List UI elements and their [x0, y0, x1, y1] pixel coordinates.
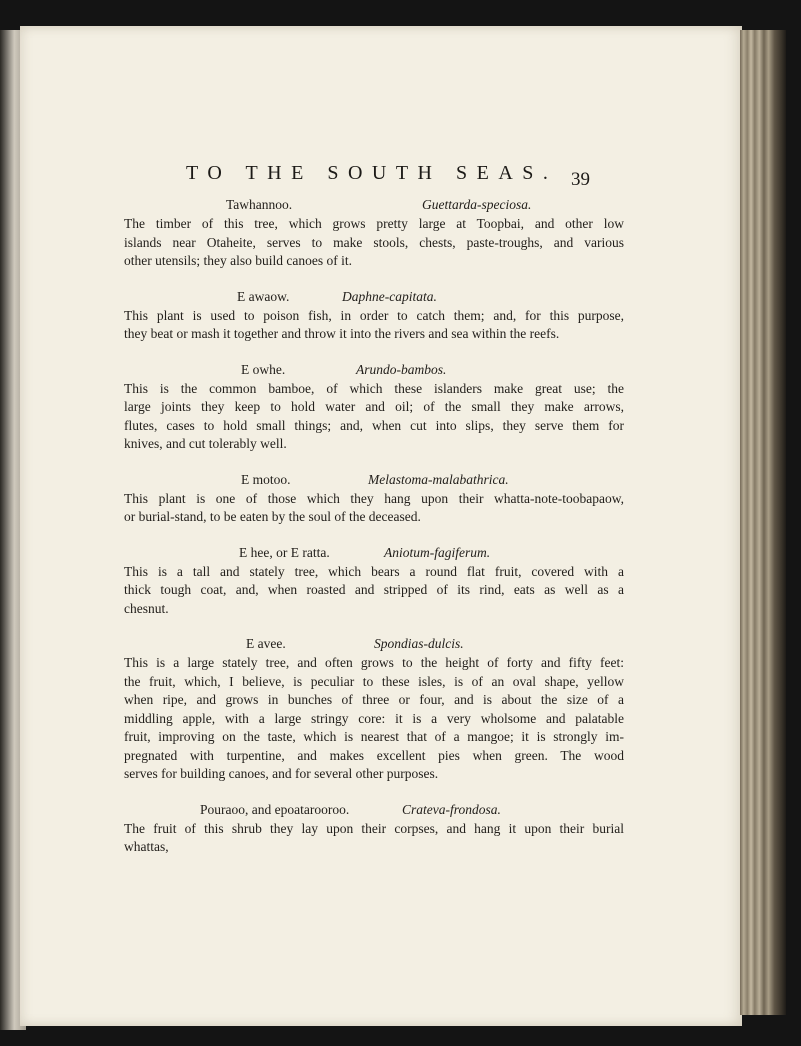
text-line: when ripe, and grows in bunches of three or four, and is about the size of a [124, 692, 624, 707]
entry-e-awaow [124, 288, 624, 344]
latin-name: Guettarda-speciosa. [422, 197, 532, 212]
page-body [124, 196, 624, 874]
text-line: flutes, cases to hold small things; and, when cut into slips, they serve them for [124, 417, 624, 433]
text-line: other utensils; they also build canoes of it. [124, 253, 352, 268]
text-line: serves for building canoes, and for several other purposes. [124, 766, 439, 781]
text-line: This is a tall and stately tree, which bears a round flat fruit, covered with a [124, 563, 624, 579]
text-line: or burial-stand, to be eaten by the soul of the deceased. [124, 509, 421, 524]
page-stack-edge [740, 30, 786, 1015]
entry-tawhannoo [124, 196, 624, 271]
entry-heading [124, 361, 624, 380]
latin-name: Spondias-dulcis. [374, 636, 464, 651]
entry-description [124, 380, 624, 454]
entry-e-owhe [124, 361, 624, 454]
latin-name: Crateva-frondosa. [402, 801, 501, 817]
entry-heading [124, 635, 624, 654]
native-name: E motoo. [241, 471, 291, 487]
entry-e-motoo [124, 471, 624, 527]
entry-e-avee [124, 635, 624, 784]
latin-name: Melastoma-malabathrica. [368, 471, 509, 487]
entry-e-hee [124, 544, 624, 619]
native-name: E hee, or E ratta. [239, 544, 330, 560]
page-number: 39 [571, 169, 590, 190]
entry-description [124, 215, 624, 271]
entry-description [124, 820, 624, 857]
text-line: thick tough coat, and, when roasted and stripped of its rind, eats as well as a [124, 582, 624, 597]
latin-name: Daphne-capitata. [342, 288, 437, 304]
entry-heading [124, 544, 624, 563]
entry-description [124, 654, 624, 784]
text-line: middling apple, with a large stringy core: it is a very wholsome and palatable [124, 710, 624, 726]
latin-name: Aniotum-fagiferum. [384, 544, 491, 560]
running-title: TO THE SOUTH SEAS. [186, 162, 558, 184]
native-name: Pouraoo, and epoatarooroo. [200, 801, 350, 817]
native-name: E owhe. [241, 361, 286, 377]
text-line: chesnut. [124, 600, 169, 616]
text-line: knives, and cut tolerably well. [124, 436, 287, 451]
text-line: pregnated with turpentine, and makes excellent pies when green. The wood [124, 747, 624, 763]
entry-description [124, 307, 624, 344]
text-line: large joints they keep to hold water and oil; of the small they make arrows, [124, 399, 624, 414]
text-line: fruit, improving on the taste, which is nearest that of a mangoe; it is strongly im- [124, 729, 624, 744]
native-name: E avee. [246, 636, 286, 651]
entry-heading [124, 801, 624, 820]
entry-description [124, 490, 624, 527]
text-line: the fruit, which, I believe, is peculiar to these isles, is of an oval shape, yellow [124, 673, 624, 689]
catchword: whattas, [124, 839, 169, 854]
latin-name: Arundo-bambos. [356, 361, 447, 377]
text-line: they beat or mash it together and throw it into the rivers and sea within the reefs. [124, 326, 560, 341]
native-name: E awaow. [237, 288, 290, 304]
text-line: This is the common bamboe, of which these islanders make great use; the [124, 380, 624, 396]
entry-description [124, 563, 624, 619]
entry-heading [124, 288, 624, 307]
entry-heading [124, 196, 624, 215]
text-line: The fruit of this shrub they lay upon their corpses, and hang it upon their burial [124, 820, 624, 836]
entry-heading [124, 471, 624, 490]
entry-pouraoo [124, 801, 624, 857]
native-name: Tawhannoo. [226, 197, 293, 212]
text-line: This is a large stately tree, and often grows to the height of forty and fifty feet: [124, 655, 624, 670]
text-line: The timber of this tree, which grows pretty large at Toopbai, and other low [124, 216, 624, 231]
text-line: This plant is used to poison fish, in order to catch them; and, for this purpose, [124, 307, 624, 323]
text-line: islands near Otaheite, serves to make stools, chests, paste-troughs, and various [124, 234, 624, 250]
text-line: This plant is one of those which they hang upon their whatta-note-toobapaow, [124, 490, 624, 506]
